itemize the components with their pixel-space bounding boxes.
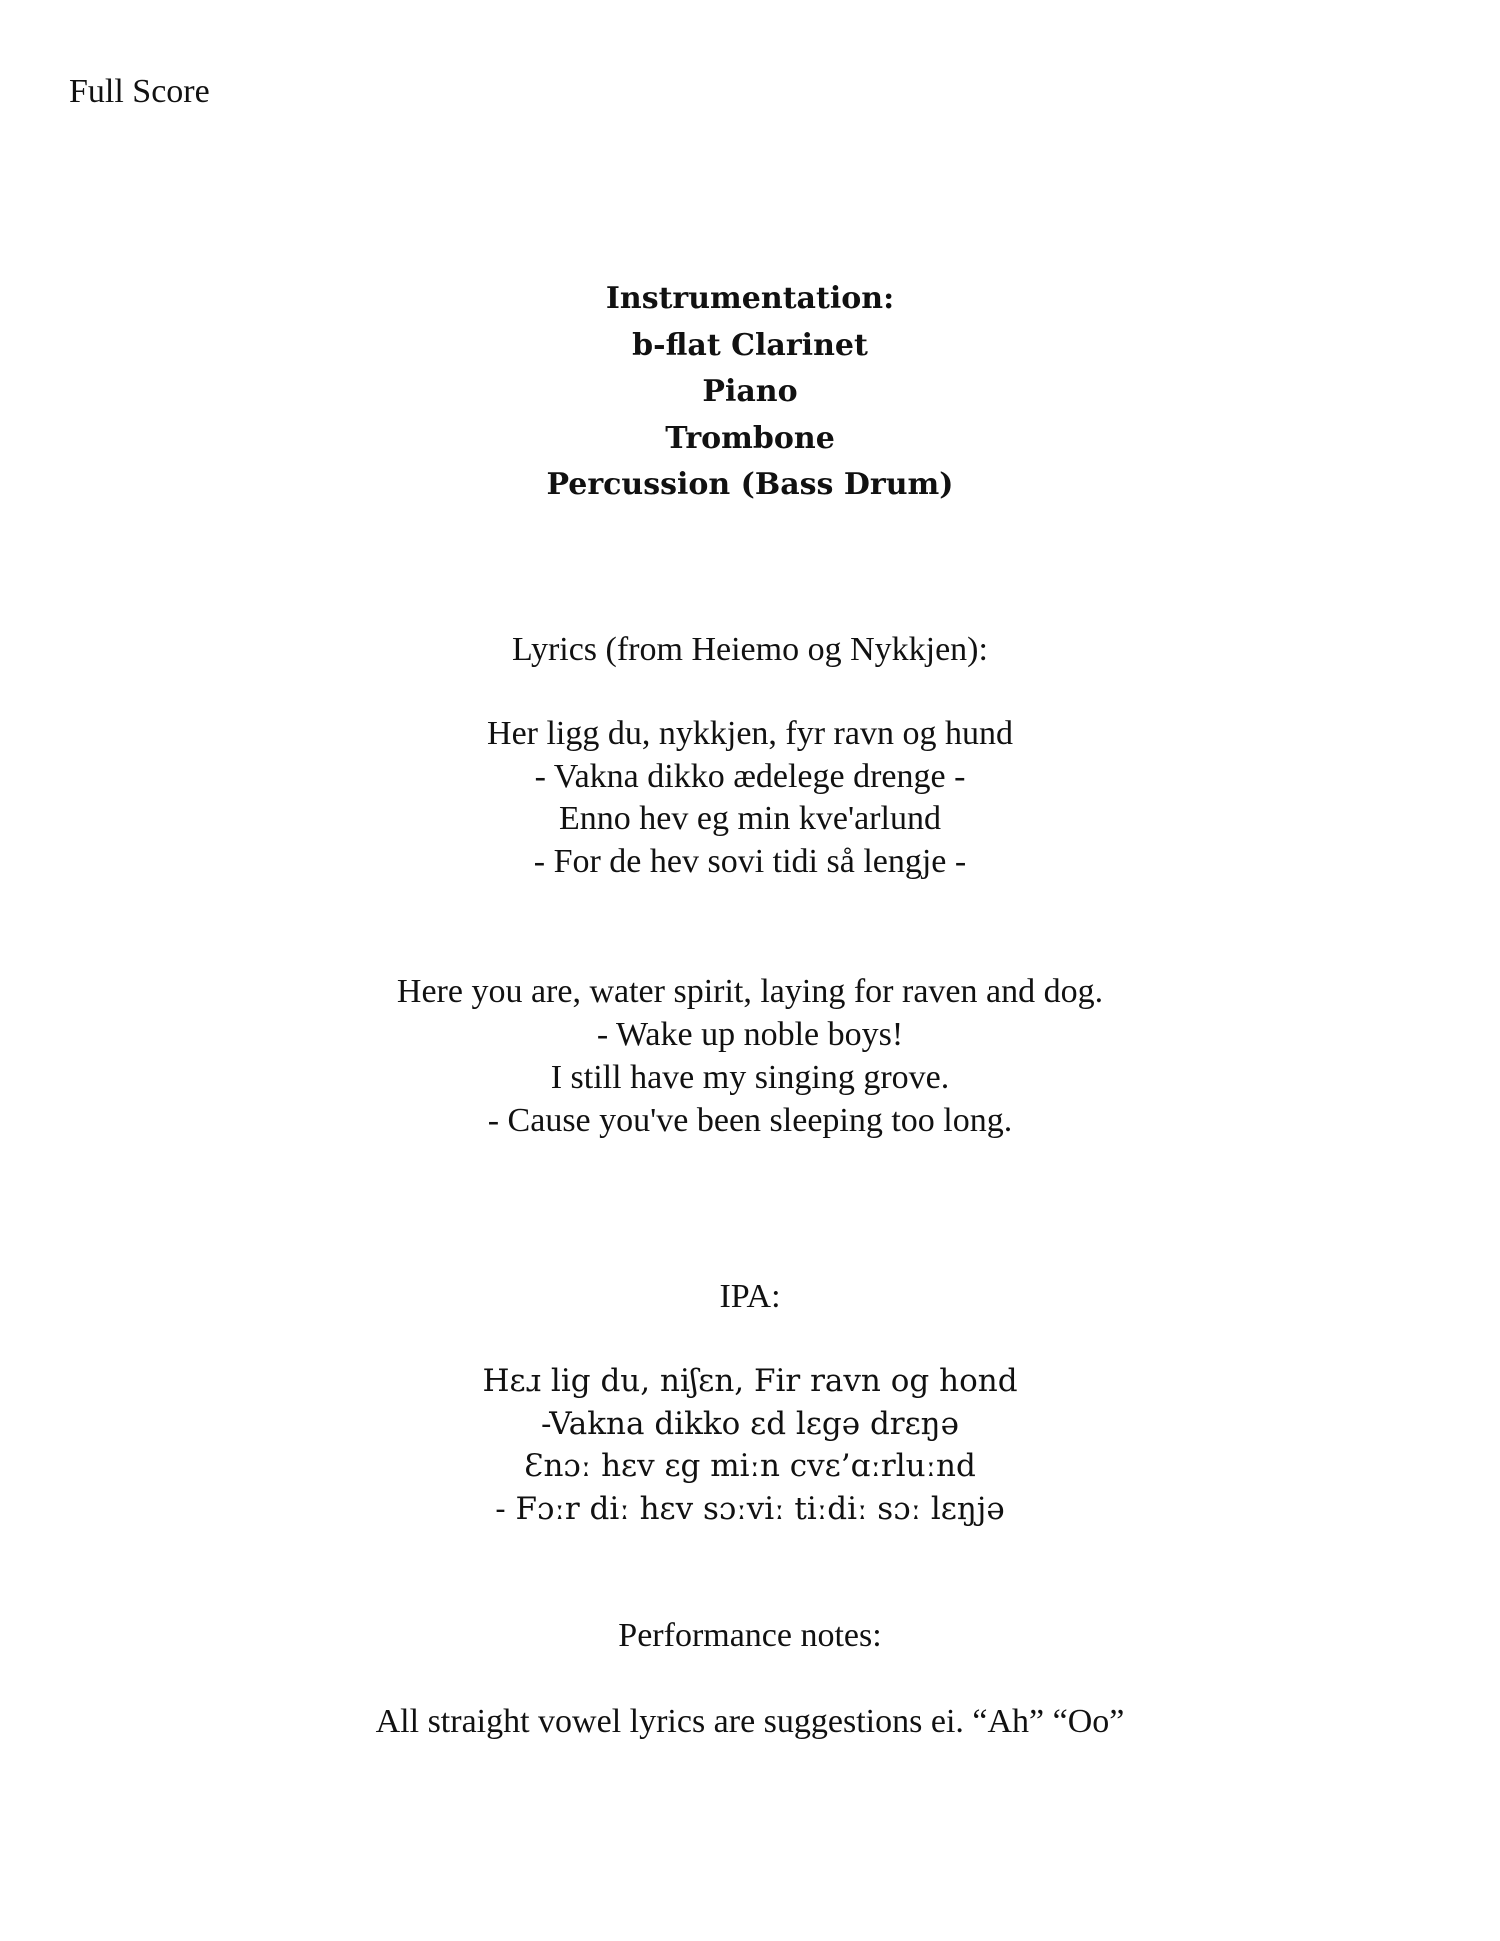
ipa-line: - Fɔːr diː hɛv sɔːviː tiːdiː sɔː lɛŋjə — [495, 1490, 1005, 1527]
ipa-transcription — [0, 1360, 1500, 1530]
performance-notes-text: All straight vowel lyrics are suggestions ei. “Ah” “Oo” — [375, 1703, 1125, 1740]
instrument-clarinet: b-flat Clarinet — [632, 327, 868, 363]
translation-line: I still have my singing grove. — [550, 1059, 950, 1096]
instrumentation-section — [0, 276, 1500, 509]
performance-notes-heading: Performance notes: — [618, 1617, 882, 1654]
translation-line: - Cause you've been sleeping too long. — [487, 1102, 1013, 1139]
lyric-line: - For de hev sovi tidi så lengje - — [533, 842, 967, 880]
ipa-heading: IPA: — [719, 1278, 781, 1315]
instrument-piano: Piano — [702, 374, 798, 409]
ipa-line: Hɛɹ lig du, niʃɛn, Fir ravn og hond — [482, 1363, 1018, 1399]
instrumentation-heading: Instrumentation: — [605, 281, 895, 316]
lyrics-heading: Lyrics (from Heiemo og Nykkjen): — [512, 631, 988, 668]
english-translation — [0, 970, 1500, 1142]
norwegian-lyrics — [0, 713, 1500, 883]
lyric-line: - Vakna dikko ædelege drenge - — [534, 757, 966, 795]
full-score-label: Full Score — [69, 73, 210, 110]
lyric-line: Her ligg du, nykkjen, fyr ravn og hund — [487, 715, 1013, 752]
translation-line: - Wake up noble boys! — [596, 1016, 904, 1053]
instrument-percussion: Percussion (Bass Drum) — [546, 467, 954, 502]
ipa-line: -Vakna dikko ɛd lɛgə drɛŋə — [541, 1405, 959, 1442]
lyric-line: Enno hev eg min kve'arlund — [559, 800, 941, 837]
translation-line: Here you are, water spirit, laying for raven and dog. — [396, 973, 1104, 1010]
instrument-trombone: Trombone — [665, 420, 835, 456]
ipa-line: Ɛnɔː hɛv ɛg miːn cvɛ’ɑːrluːnd — [524, 1448, 976, 1484]
